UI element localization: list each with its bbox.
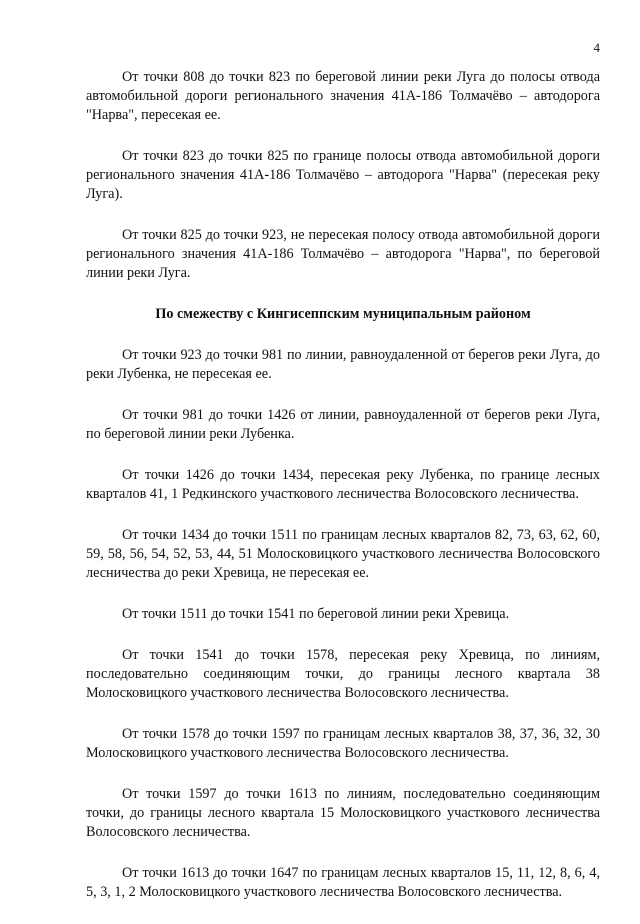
- paragraph: От точки 923 до точки 981 по линии, равноудаленной от берегов реки Луга, до реки Лубенка, не пересекая ее.: [86, 347, 600, 382]
- section-heading: По смежеству с Кингисеппским муниципальным районом: [155, 306, 531, 322]
- paragraph: От точки 823 до точки 825 по границе полосы отвода автомобильной дороги регионального значения 41А-186 Толмачёво – автодорога "Нарва" (пересекая реку Луга).: [86, 148, 600, 202]
- paragraph: От точки 981 до точки 1426 от линии, равноудаленной от берегов реки Луга, по береговой линии реки Лубенка.: [86, 407, 600, 442]
- paragraph: От точки 1613 до точки 1647 по границам лесных кварталов 15, 11, 12, 8, 6, 4, 5, 3, 1, 2 Молосковицкого участкового лесничества Волосовского лесничества.: [86, 865, 600, 900]
- page-number: 4: [593, 40, 600, 55]
- paragraph: От точки 1597 до точки 1613 по линиям, последовательно соединяющим точки, до границы лесного квартала 15 Молосковицкого участкового лесничества Волосовского лесничества.: [86, 786, 600, 840]
- paragraph: От точки 1426 до точки 1434, пересекая реку Лубенка, по границе лесных кварталов 41, 1 Редкинского участкового лесничества Волосовского лесничества.: [86, 467, 600, 502]
- paragraph: От точки 808 до точки 823 по береговой линии реки Луга до полосы отвода автомобильной дороги регионального значения 41А-186 Толмачёво – автодорога "Нарва", пересекая ее.: [86, 69, 600, 123]
- paragraph: От точки 1434 до точки 1511 по границам лесных кварталов 82, 73, 63, 62, 60, 59, 58, 56, 54, 52, 53, 44, 51 Молосковицкого участкового лесничества Волосовского лесничества до реки Хревица, не пересекая ее.: [86, 527, 600, 581]
- paragraph: От точки 825 до точки 923, не пересекая полосу отвода автомобильной дороги регионального значения 41А-186 Толмачёво – автодорога "Нарва", по береговой линии реки Луга.: [86, 227, 600, 281]
- paragraph: От точки 1541 до точки 1578, пересекая реку Хревица, по линиям, последовательно соединяющим точки, до границы лесного квартала 38 Молосковицкого участкового лесничества Волосовского лесничества.: [86, 647, 600, 701]
- paragraph: От точки 1511 до точки 1541 по береговой линии реки Хревица.: [122, 606, 510, 622]
- paragraph: От точки 1578 до точки 1597 по границам лесных кварталов 38, 37, 36, 32, 30 Молосковицкого участкового лесничества Волосовского лесничества.: [86, 726, 600, 761]
- document-body: [86, 68, 600, 924]
